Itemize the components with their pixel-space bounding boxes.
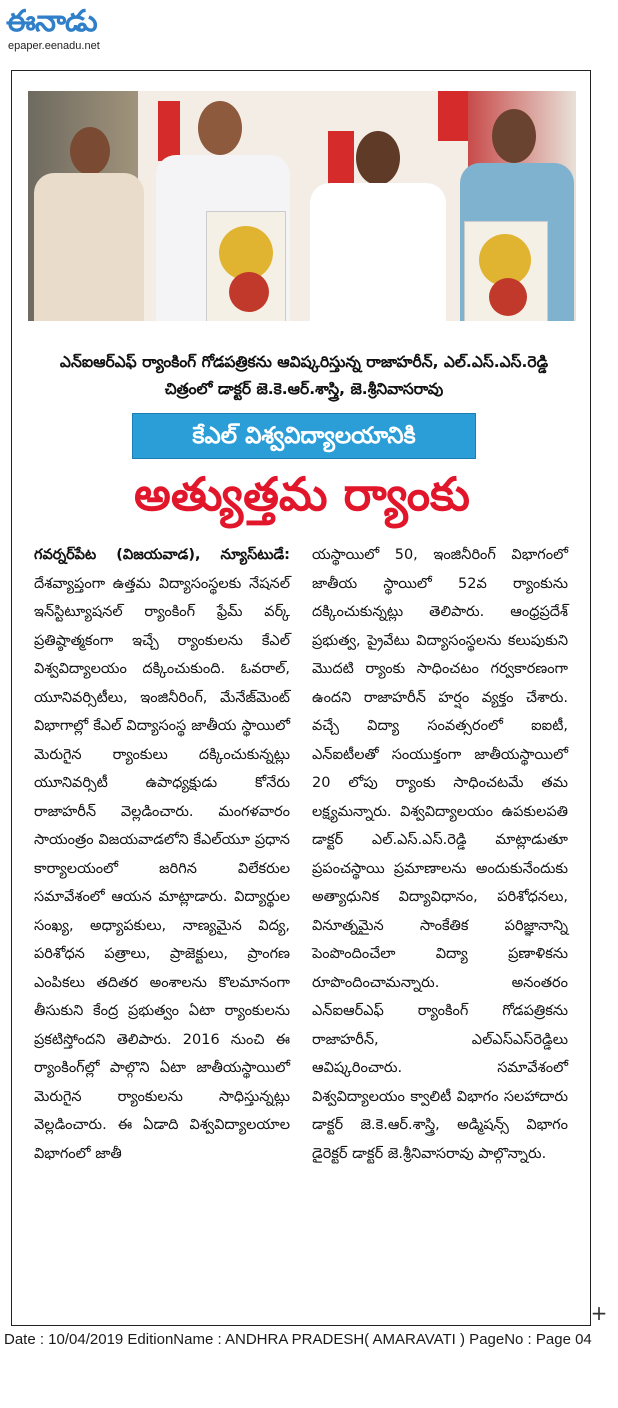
person-head <box>492 109 536 163</box>
crop-mark-icon: + <box>590 1301 608 1325</box>
epaper-url: epaper.eenadu.net <box>8 40 100 52</box>
eenadu-logo: ఈనాడు <box>6 4 97 39</box>
photo-caption: ఎన్ఐఆర్ఎఫ్ ర్యాంకింగ్ గోడపత్రికను ఆవిష్కరిస్తున్న రాజాహరీన్, ఎల్.ఎస్.ఎస్.రెడ్డి చిత్రంలో డాక్టర్ జె.కె.ఆర్.శాస్త్రి, జె.శ్రీనివాసరావు <box>59 353 549 398</box>
person-torso <box>34 173 144 321</box>
nirf-poster <box>464 221 548 321</box>
article-body-left: దేశవ్యాప్తంగా ఉత్తమ విద్యాసంస్థలకు నేషనల్ ఇన్‌స్టిట్యూషనల్ ర్యాంకింగ్ ఫ్రేమ్ వర్క్ ప్రతిష్ఠాత్మకంగా ఇచ్చే ర్యాంకులను కేఎల్ విశ్వవిద్యాలయం దక్కించుకుంది. ఓవరాల్, యూనివర్సిటీలు, ఇంజినీరింగ్, మేనేజ్‌మెంట్ విభాగాల్లో కేఎల్ విద్యాసంస్థ జాతీయ స్థాయిలో మెరుగైన ర్యాంకులు దక్కించుకున్నట్లు యూనివర్సిటీ ఉపాధ్యక్షుడు కోనేరు రాజాహరీన్ వెల్లడించారు. మంగళవారం సాయంత్రం విజయవాడలోని కేఎల్‌యూ ప్రధాన కార్యాలయంలో జరిగిన విలేకరుల సమావేశంలో ఆయన మాట్లాడారు. విద్యార్థుల సంఖ్య, అధ్యాపకులు, నాణ్యమైన విద్య, పరిశోధన పత్రాలు, ప్రాజెక్టులు, ప్రాంగణ ఎంపికలు తదితర అంశాలను కొలమానంగా తీసుకుని కేంద్ర ప్రభుత్వం ఏటా ర్యాంకులను ప్రకటిస్తోందని తెలిపారు. 2016 నుంచి ఈ ర్యాంకింగ్‌ల్లో పాల్గొని ఏటా జాతీయస్థాయిలో మెరుగైన ర్యాంకులను సాధిస్తున్నట్లు వెల్లడించారు. ఈ ఏడాది విశ్వవిద్యాలయాల విభాగంలో జాతీ <box>34 575 290 1162</box>
nirf-poster <box>206 211 286 321</box>
article-body-right: యస్థాయిలో 50, ఇంజినీరింగ్ విభాగంలో జాతీయ స్థాయిలో 52వ ర్యాంకును దక్కించుకున్నట్లు తెలిపారు. ఆంధ్రప్రదేశ్ ప్రభుత్వ, ప్రైవేటు విద్యాసంస్థలను కలుపుకుని మొదటి ర్యాంకు సాధించటం గర్వకారణంగా ఉందని రాజాహరీన్ హర్షం వ్యక్తం చేశారు. వచ్చే విద్యా సంవత్సరంలో ఐఐటీ, ఎన్ఐటీలతో సంయుక్తంగా జాతీయస్థాయిలో 20 లోపు ర్యాంకు సాధించటమే తమ లక్ష్యమన్నారు. విశ్వవిద్యాలయం ఉపకులపతి డాక్టర్ ఎల్.ఎస్.ఎస్.రెడ్డి మాట్లాడుతూ ప్రపంచస్థాయి ప్రమాణాలను అందుకునేందుకు అత్యాధునిక విద్యావిధానం, పరిశోధనలు, వినూత్నమైన సాంకేతిక పరిజ్ఞానాన్ని పెంపొందించేలా విద్యా ప్రణాళికను రూపొందించామన్నారు. అనంతరం ఎన్ఐఆర్ఎఫ్ ర్యాంకింగ్ గోడపత్రికను రాజాహరీన్, ఎల్ఎస్ఎస్‌రెడ్డిలు ఆవిష్కరించారు. సమావేశంలో విశ్వవిద్యాలయం క్వాలిటీ విభాగం సలహాదారు డాక్టర్ జె.కె.ఆర్.శాస్త్రి, అడ్మిషన్స్ విభాగం డైరెక్టర్ డాక్టర్ జె.శ్రీనివాసరావు పాల్గొన్నారు. <box>312 547 568 1162</box>
poster-graphic <box>489 278 527 316</box>
edition-footer: Date : 10/04/2019 EditionName : ANDHRA PRADESH( AMARAVATI ) PageNo : Page 04 <box>4 1331 592 1348</box>
article-column-right <box>312 541 568 1168</box>
person-head <box>70 127 110 175</box>
person-3 <box>300 91 450 321</box>
news-clipping <box>11 70 591 1326</box>
person-head <box>356 131 400 185</box>
person-1 <box>28 91 148 321</box>
masthead <box>6 4 146 52</box>
headline: అత్యుత్తమ ర్యాంకు <box>134 467 470 521</box>
article-column-left <box>34 541 290 1168</box>
person-torso <box>310 183 446 321</box>
event-photo <box>28 91 576 321</box>
article-dateline: గవర్నర్‌పేట (విజయవాడ), న్యూస్‌టుడే: <box>34 547 290 563</box>
poster-graphic <box>229 272 269 312</box>
headline-kicker: కేఎల్ విశ్వవిద్యాలయానికి <box>132 413 476 459</box>
person-head <box>198 101 242 155</box>
